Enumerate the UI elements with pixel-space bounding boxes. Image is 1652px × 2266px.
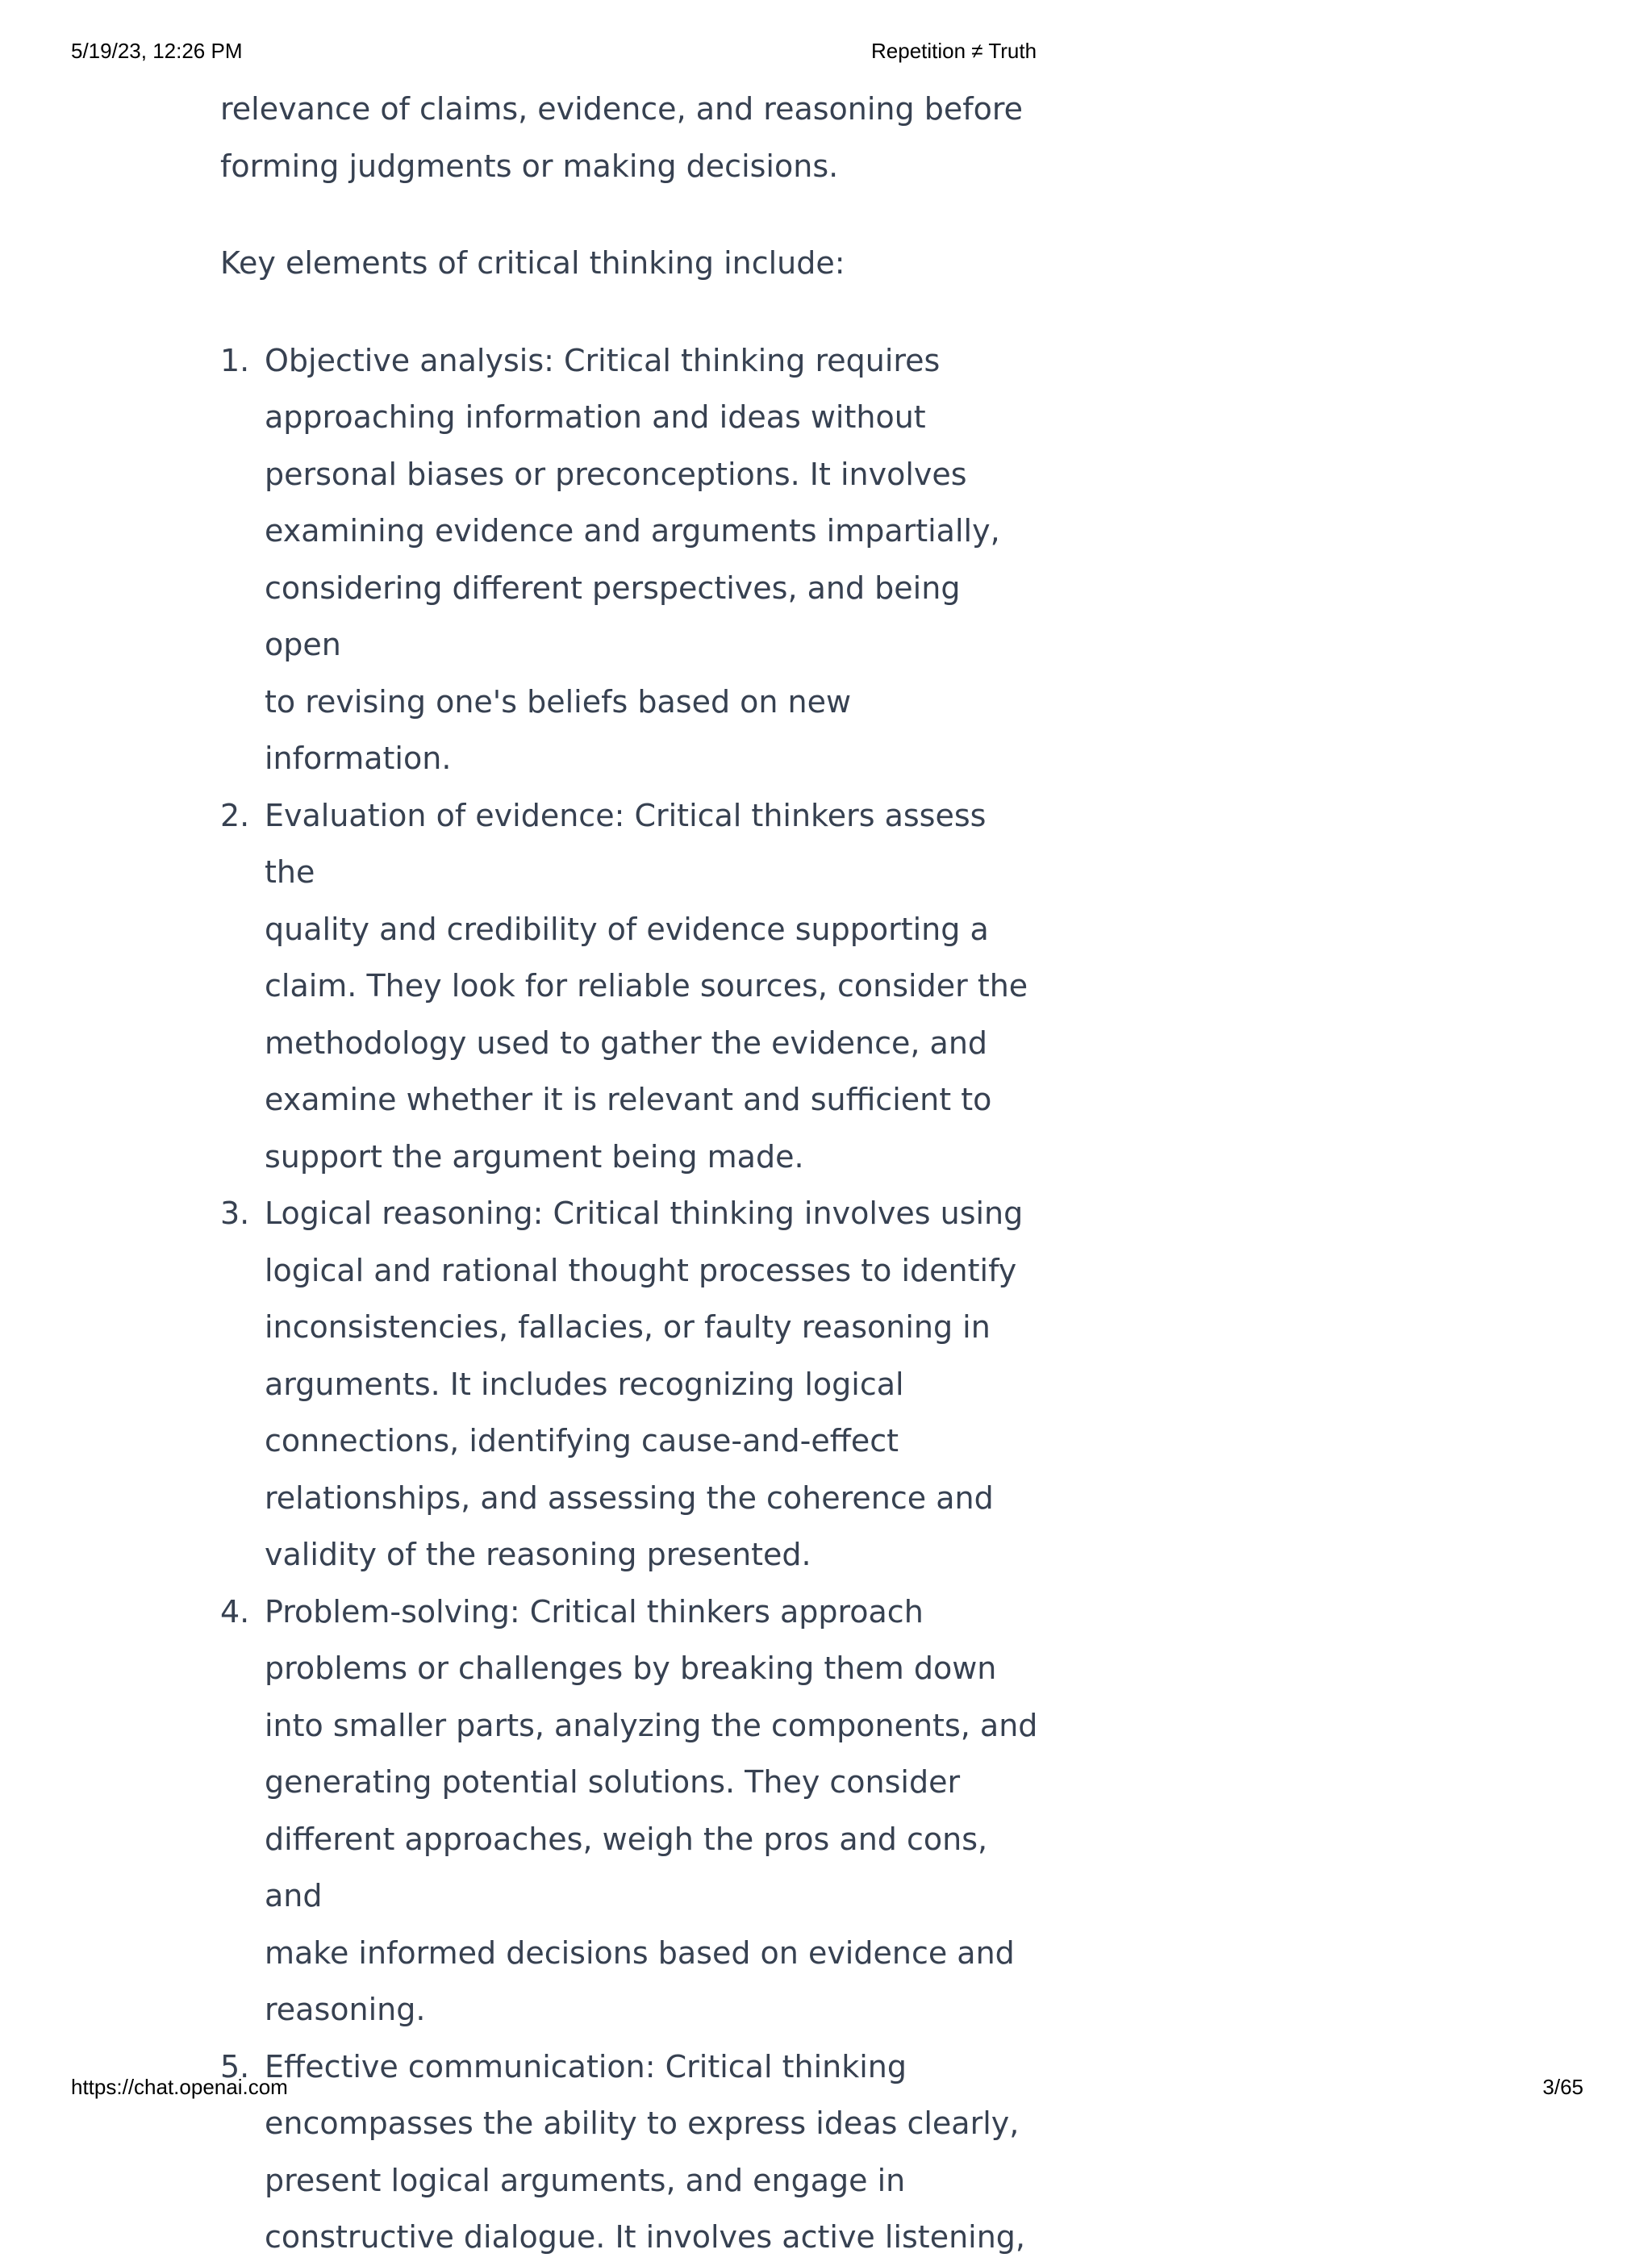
text-line: examining evidence and arguments impartially, <box>265 513 1000 549</box>
text-line: relevance of claims, evidence, and reasoning before <box>220 91 1024 127</box>
list-number: 1. <box>220 342 250 378</box>
critical-thinking-list <box>220 332 1043 2266</box>
list-item <box>220 787 1043 1186</box>
list-item <box>220 2039 1043 2266</box>
text-line: validity of the reasoning presented. <box>265 1537 811 1572</box>
text-line: Evaluation of evidence: Critical thinkers assess the <box>265 797 987 890</box>
text-line: Problem-solving: Critical thinkers approach <box>265 1593 924 1630</box>
text-line: present logical arguments, and engage in <box>265 2162 906 2198</box>
text-line: personal biases or preconceptions. It involves <box>265 456 967 492</box>
print-header <box>0 39 1652 66</box>
list-number: 4. <box>220 1593 250 1630</box>
list-item <box>220 332 1043 787</box>
page-number: 3/65 <box>1542 2075 1583 2099</box>
text-line: arguments. It includes recognizing logical <box>265 1366 904 1402</box>
text-line: methodology used to gather the evidence, and <box>265 1024 988 1061</box>
text-line: different approaches, weigh the pros and cons, and <box>265 1821 988 1913</box>
text-line: to revising one's beliefs based on new information. <box>265 683 852 776</box>
list-number: 5. <box>220 2048 250 2084</box>
text-line: make informed decisions based on evidence and <box>265 1934 1015 1971</box>
text-line: generating potential solutions. They consider <box>265 1764 961 1800</box>
text-line: constructive dialogue. It involves active listening, <box>265 2219 1026 2255</box>
list-number: 2. <box>220 797 250 833</box>
document-body <box>220 81 1043 2266</box>
text-line: support the argument being made. <box>265 1138 804 1175</box>
text-line: approaching information and ideas without <box>265 399 926 435</box>
text-line: examine whether it is relevant and sufficient to <box>265 1082 992 1117</box>
text-line: Effective communication: Critical thinking <box>265 2048 907 2084</box>
text-line: claim. They look for reliable sources, consider the <box>265 968 1028 1004</box>
text-line: connections, identifying cause-and-effect <box>265 1423 899 1459</box>
text-line: Objective analysis: Critical thinking requires <box>265 342 941 378</box>
text-line: logical and rational thought processes to identify <box>265 1252 1017 1288</box>
page-title: Repetition ≠ Truth <box>871 39 1037 63</box>
list-item <box>220 1185 1043 1584</box>
text-line: quality and credibility of evidence supporting a <box>265 911 989 947</box>
text-line: into smaller parts, analyzing the components, and <box>265 1707 1038 1743</box>
print-footer <box>0 2075 1652 2102</box>
list-number: 3. <box>220 1196 250 1231</box>
print-date: 5/19/23, 12:26 PM <box>71 39 243 63</box>
text-line: Logical reasoning: Critical thinking involves using <box>265 1196 1024 1231</box>
text-line: problems or challenges by breaking them down <box>265 1650 997 1686</box>
text-line: relationships, and assessing the coherence and <box>265 1479 994 1516</box>
intro-paragraph: Key elements of critical thinking include: <box>220 245 845 281</box>
page-url: https://chat.openai.com <box>71 2075 288 2099</box>
text-line: reasoning. <box>265 1992 426 2027</box>
text-line: considering different perspectives, and being open <box>265 570 961 662</box>
text-line: forming judgments or making decisions. <box>220 148 839 184</box>
list-item <box>220 1584 1043 2039</box>
lead-paragraph <box>220 81 1043 194</box>
text-line: encompasses the ability to express ideas clearly, <box>265 2105 1020 2141</box>
text-line: inconsistencies, fallacies, or faulty reasoning in <box>265 1309 991 1345</box>
